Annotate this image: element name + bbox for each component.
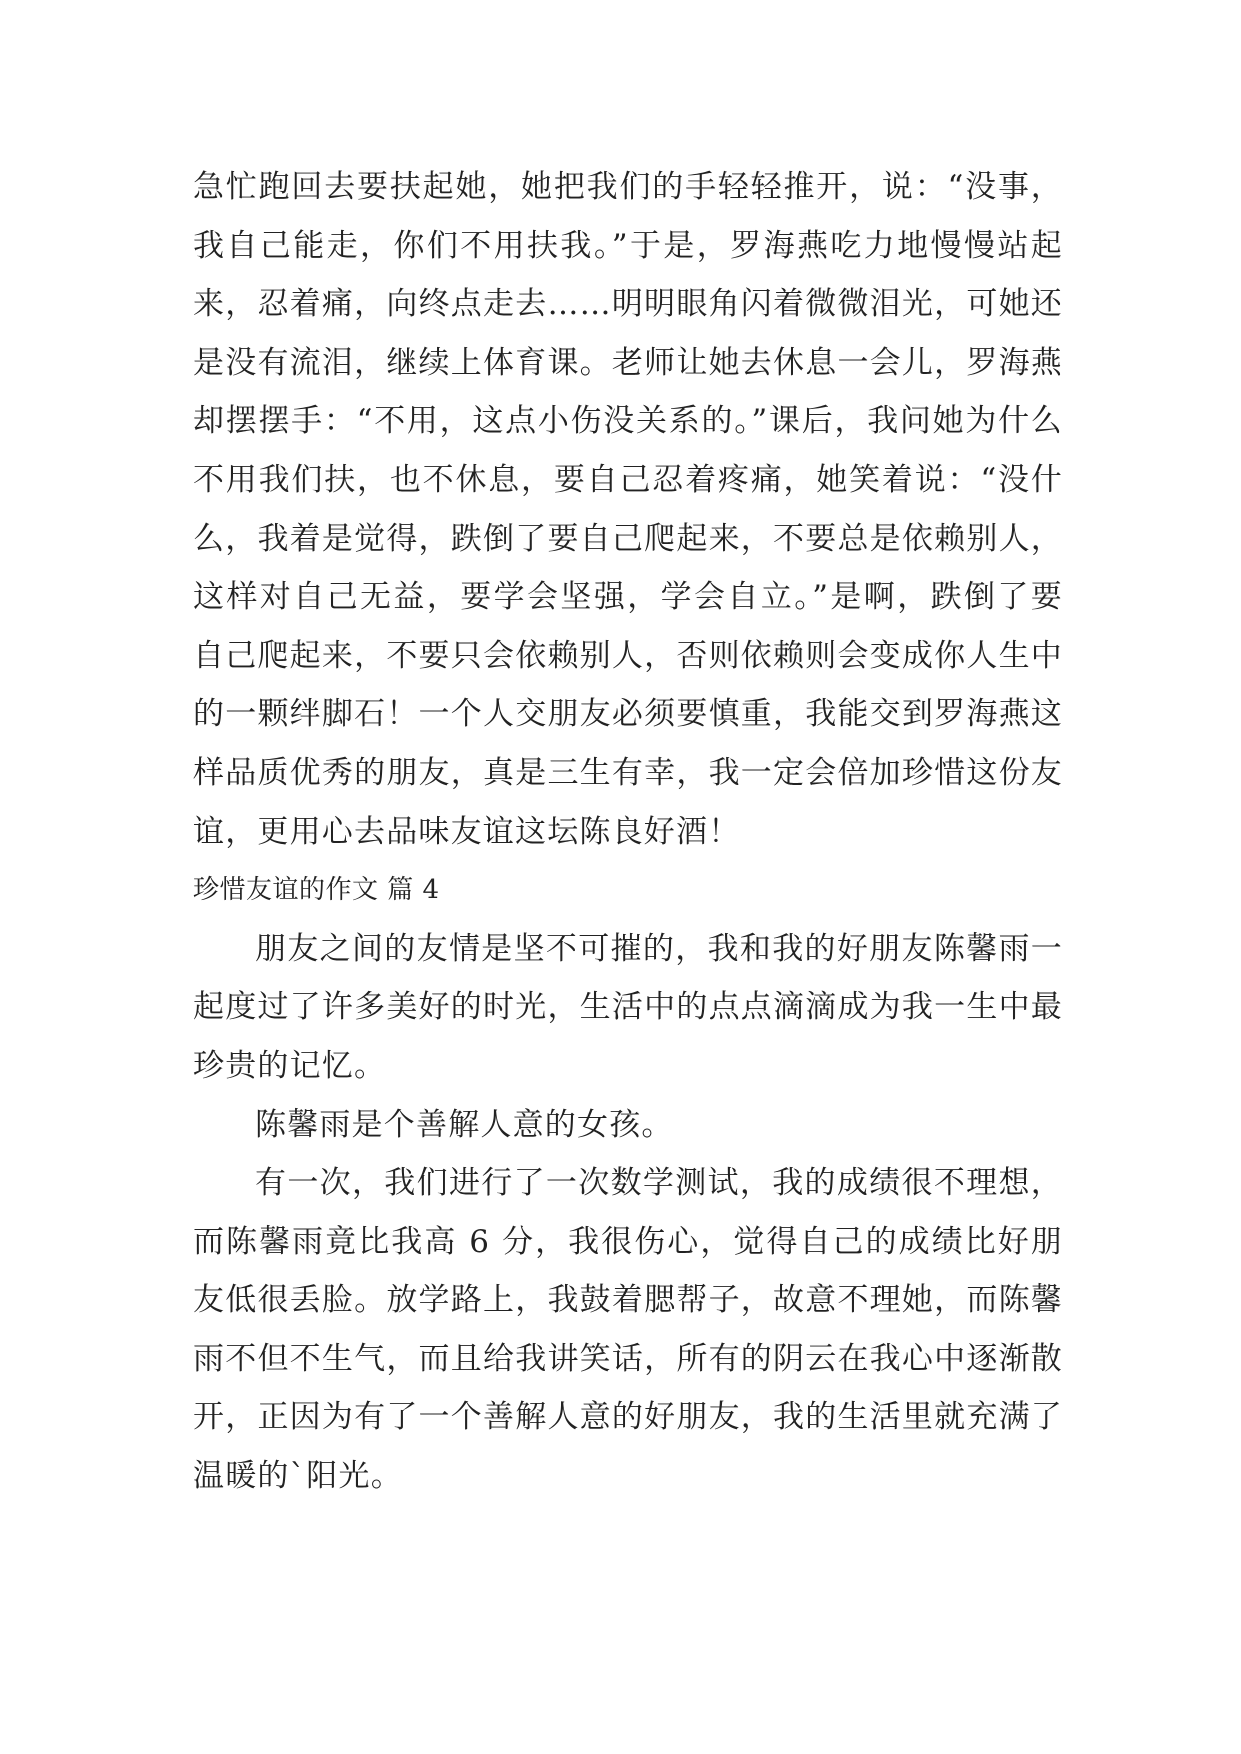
section-heading: 珍惜友谊的作文 篇 4 — [193, 875, 440, 906]
paragraph-understanding-girl: 陈馨雨是个善解人意的女孩。 — [255, 1106, 674, 1143]
continuation-paragraph: 急忙跑回去要扶起她，她把我们的手轻轻推开，说：“没事，我自己能走，你们不用扶我。”于是，罗海燕吃力地慢慢站起来，忍着痛，向终点走去……明明眼角闪着微微泪光，可她还是没有流泪，继续上体育课。老师让她去休息一会儿，罗海燕却摆摆手：“不用，这点小伤没关系的。”课后，我问她为什么不用我们扶，也不休息，要自己忍着疼痛，她笑着说：“没什么，我着是觉得，跌倒了要自己爬起来，不要总是依赖别人，这样对自己无益，要学会坚强，学会自立。”是啊，跌倒了要自己爬起来，不要只会依赖别人，否则依赖则会变成你人生中的一颗绊脚石！一个人交朋友必须要慎重，我能交到罗海燕这样品质优秀的朋友，真是三生有幸，我一定会倍加珍惜这份友谊，更用心去品味友谊这坛陈良好酒！ — [193, 169, 1063, 850]
document-body — [193, 158, 1063, 1506]
paragraph-friendship-intro: 朋友之间的友情是坚不可摧的，我和我的好朋友陈馨雨一起度过了许多美好的时光，生活中的点点滴滴成为我一生中最珍贵的记忆。 — [193, 930, 1063, 1084]
paragraph-math-test-story: 有一次，我们进行了一次数学测试，我的成绩很不理想，而陈馨雨竟比我高 6 分，我很伤心，觉得自己的成绩比好朋友低很丢脸。放学路上，我鼓着腮帮子，故意不理她，而陈馨雨不但不生气，而且给我讲笑话，所有的阴云在我心中逐渐散开，正因为有了一个善解人意的好朋友，我的生活里就充满了温暖的`阳光。 — [193, 1165, 1063, 1495]
